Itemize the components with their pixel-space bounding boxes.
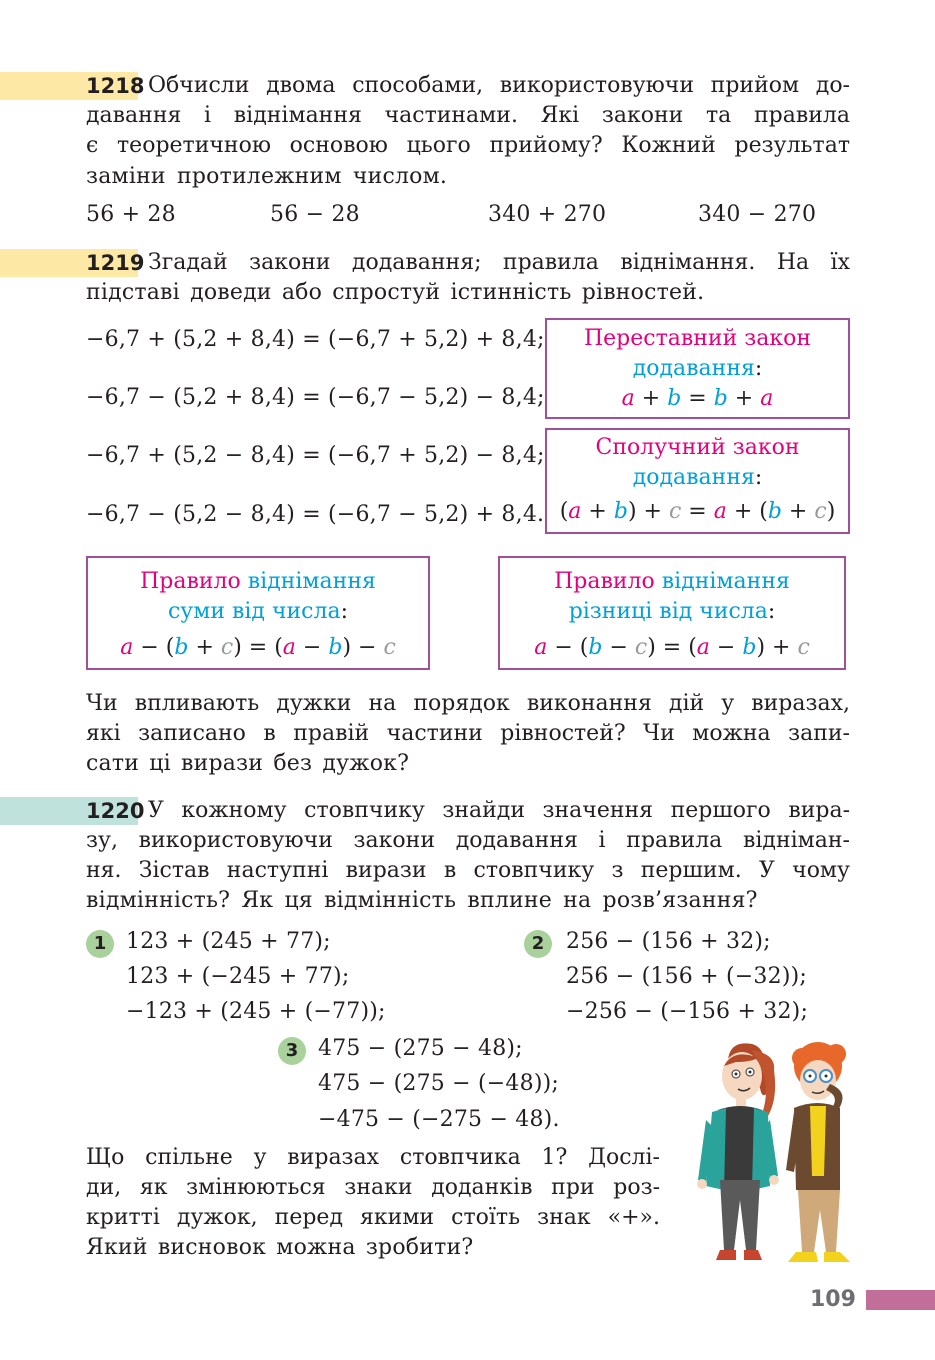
- column-3-item-1: 475 − (275 − 48);: [318, 1036, 523, 1061]
- exercise-1218-line-1: Обчисли двома способами, використовуючи прийом до-: [148, 73, 850, 98]
- final-line-2: ди, як змінюються знаки доданків при роз-: [86, 1175, 660, 1200]
- question-line-2: які записано в правій частини рівностей? Чи можна запи-: [86, 721, 850, 746]
- box3-title: Правило: [140, 569, 241, 594]
- question-line-3: сати ці вирази без дужок?: [86, 751, 410, 776]
- exercise-1220-number: 1220: [86, 799, 145, 823]
- box1-title: Переставний закон: [583, 326, 812, 351]
- page-number: 109: [810, 1287, 856, 1312]
- box2-subtitle: додавання: [632, 465, 755, 490]
- box1-formula: a + b = b + a: [621, 386, 774, 411]
- box2-title: Сполучний закон: [595, 435, 800, 460]
- exercise-1220-line-1: У кожному стовпчику знайди значення першого вира-: [148, 798, 850, 823]
- page-marker-bar: [866, 1290, 935, 1310]
- box2-formula: (a + b) + c = a + (b + c): [559, 499, 836, 524]
- column-3-badge: 3: [278, 1037, 306, 1065]
- exercise-1218-expr-4: 340 − 270: [698, 202, 817, 227]
- column-2-item-2: 256 − (156 + (−32));: [566, 964, 807, 989]
- column-1-badge: 1: [86, 930, 114, 958]
- column-3-item-3: −475 − (−275 − 48).: [318, 1107, 560, 1132]
- associative-law-box: Сполучний закон додавання: (a + b) + c = a + (b + c): [545, 428, 850, 534]
- exercise-1218-expr-2: 56 − 28: [270, 202, 360, 227]
- boy-figure: [786, 1042, 850, 1262]
- box4-title: Правило: [554, 569, 655, 594]
- box3-formula: a − (b + c) = (a − b) − c: [120, 635, 396, 660]
- exercise-1218-line-4: заміни протилежним числом.: [86, 164, 448, 189]
- column-1-item-1: 123 + (245 + 77);: [126, 929, 331, 954]
- kids-illustration: [690, 1040, 870, 1270]
- final-line-1: Що спільне у виразах стовпчика 1? Дослі-: [86, 1145, 660, 1170]
- exercise-1218-expr-1: 56 + 28: [86, 202, 176, 227]
- subtract-sum-rule-box: Правило віднімання суми від числа: a − (b + c) = (a − b) − c: [86, 556, 430, 670]
- column-2-badge: 2: [524, 930, 552, 958]
- exercise-1219-line-2: підставі доведи або спростуй істинність рівностей.: [86, 280, 705, 305]
- box4-subtitle: різниці від числа: [568, 599, 768, 624]
- box3-subtitle: суми від числа: [167, 599, 341, 624]
- column-2-item-3: −256 − (−156 + 32);: [566, 999, 809, 1024]
- exercise-1219-line-1: Згадай закони додавання; правила віднімання. На їх: [148, 250, 850, 275]
- subtract-difference-rule-box: Правило віднімання різниці від числа: a − (b − c) = (a − b) + c: [498, 556, 846, 670]
- exercise-1220-line-3: ня. Зістав наступні вирази в стовпчику з першим. У чому: [86, 858, 850, 883]
- column-2-item-1: 256 − (156 + 32);: [566, 929, 771, 954]
- exercise-1218-number: 1218: [86, 74, 145, 98]
- box4-formula: a − (b − c) = (a − b) + c: [534, 635, 810, 660]
- girl-figure: [697, 1043, 779, 1260]
- column-3-item-2: 475 − (275 − (−48));: [318, 1071, 559, 1096]
- exercise-1218-expr-3: 340 + 270: [488, 202, 607, 227]
- exercise-1220-line-4: відмінність? Як ця відмінність вплине на розв’язання?: [86, 888, 758, 913]
- final-line-4: Який висновок можна зробити?: [86, 1235, 474, 1260]
- equation-3: −6,7 + (5,2 − 8,4) = (−6,7 + 5,2) − 8,4;: [86, 443, 545, 468]
- exercise-1220-line-2: зу, використовуючи закони додавання і правила відніман-: [86, 828, 850, 853]
- question-line-1: Чи впливають дужки на порядок виконання дій у виразах,: [86, 691, 850, 716]
- equation-2: −6,7 − (5,2 + 8,4) = (−6,7 − 5,2) − 8,4;: [86, 385, 545, 410]
- exercise-1219-number: 1219: [86, 251, 145, 275]
- column-1-item-3: −123 + (245 + (−77));: [126, 999, 386, 1024]
- equation-1: −6,7 + (5,2 + 8,4) = (−6,7 + 5,2) + 8,4;: [86, 327, 545, 352]
- equation-4: −6,7 − (5,2 − 8,4) = (−6,7 − 5,2) + 8,4.: [86, 502, 545, 527]
- box1-subtitle: додавання: [632, 356, 755, 381]
- column-1-item-2: 123 + (−245 + 77);: [126, 964, 350, 989]
- exercise-1218-line-2: давання і віднімання частинами. Які закони та правила: [86, 103, 850, 128]
- exercise-1218-line-3: є теоретичною основою цього прийому? Кожний результат: [86, 133, 850, 158]
- final-line-3: критті дужок, перед якими стоїть знак «+».: [86, 1205, 660, 1230]
- commutative-law-box: Переставний закон додавання: a + b = b + a: [545, 318, 850, 419]
